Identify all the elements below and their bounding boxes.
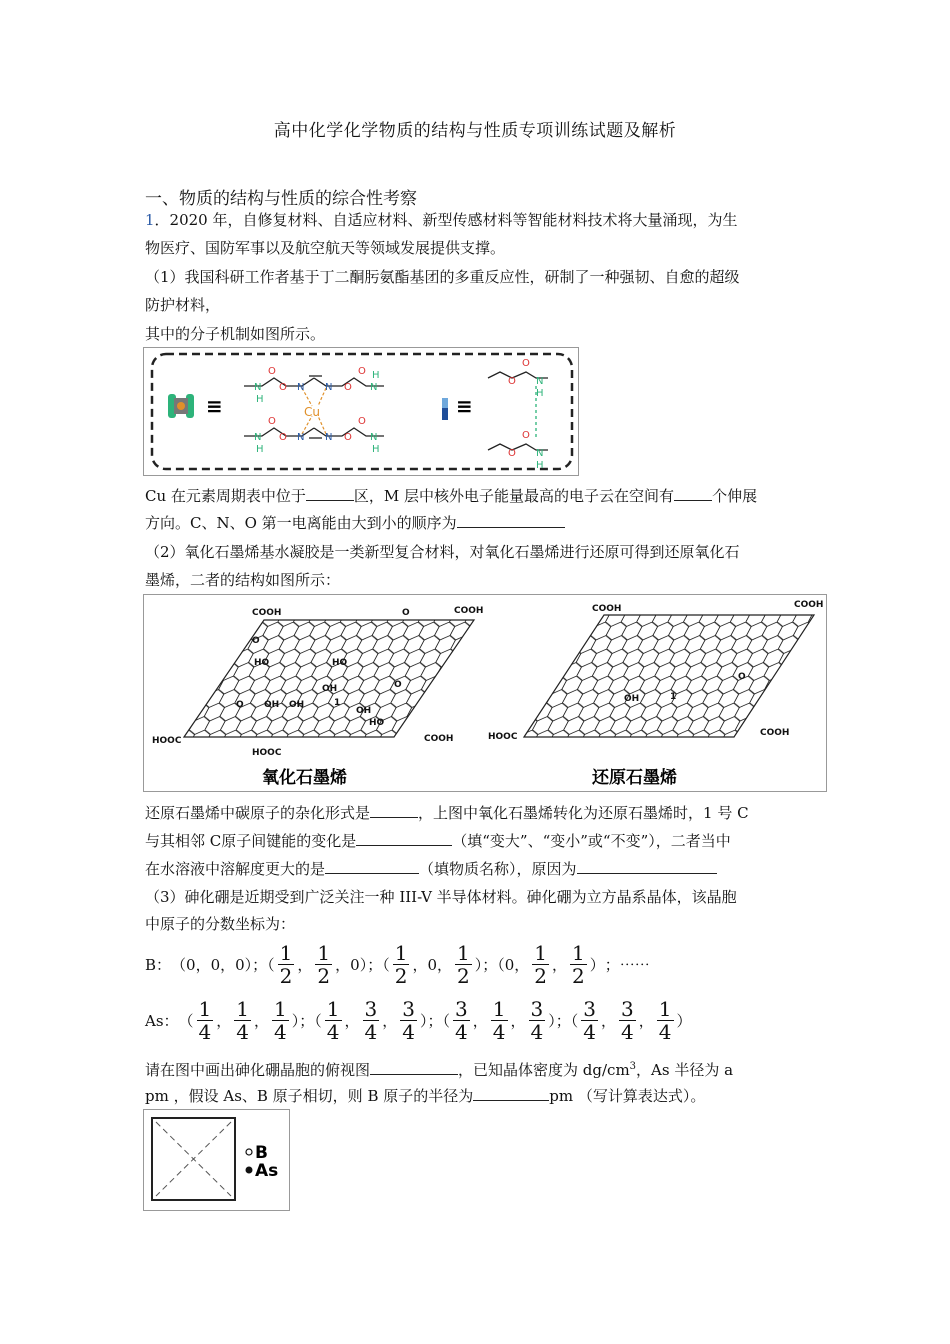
svg-text:H: H <box>372 370 380 381</box>
svg-text:H: H <box>256 444 264 455</box>
arsenic-legend-label: As <box>255 1161 279 1181</box>
boron-coordinates: B： （0，0，0）；（ $\frac{1}{2}$ ， $\frac{1}{2}$ ，0）；（ $\frac{1}{2}$ ，0， $\frac{1}{2}$ ）；（0， $\frac{1}{2}$ ， $\frac{1}{2}$ ） ；⋯⋯ <box>145 941 650 988</box>
svg-text:1: 1 <box>334 698 341 708</box>
graphene-question-line2: 与其相邻 C原子间键能的变化是 （填“变大”、“变小”或“不变”），二者当中 <box>145 829 731 852</box>
svg-text:COOH: COOH <box>760 728 790 738</box>
svg-text:1: 1 <box>670 692 677 702</box>
svg-text:COOH: COOH <box>454 606 484 616</box>
svg-text:OH: OH <box>322 684 338 694</box>
svg-text:O: O <box>252 636 260 646</box>
svg-text:N: N <box>536 448 544 459</box>
svg-text:H: H <box>536 388 544 399</box>
svg-text:N: N <box>297 432 305 443</box>
svg-text:≡: ≡ <box>206 394 223 418</box>
part1-line3: 其中的分子机制如图所示。 <box>145 325 326 343</box>
svg-text:H: H <box>372 444 380 455</box>
answer-blank-ionization-order[interactable] <box>457 511 565 528</box>
reduced-graphene-oxide-sheet <box>524 615 814 737</box>
svg-text:N: N <box>370 382 378 393</box>
svg-text:O: O <box>268 366 276 377</box>
answer-blank-block[interactable] <box>306 484 354 501</box>
answer-blank-substance[interactable] <box>325 857 419 874</box>
svg-text:O: O <box>236 700 244 710</box>
graphene-question-line3: 在水溶液中溶解度更大的是 （填物质名称），原因为 <box>145 857 717 880</box>
svg-text:HO: HO <box>254 658 270 668</box>
question-number: 1 <box>145 211 155 229</box>
svg-text:COOH: COOH <box>424 734 454 744</box>
reduced-graphene-caption: 还原石墨烯 <box>592 768 677 788</box>
svg-text:O: O <box>522 358 530 369</box>
part3-line1: （3）砷化硼是近期受到广泛关注一种 III-V 半导体材料。砷化硼为立方晶系晶体，该晶胞 <box>145 888 737 906</box>
svg-text:COOH: COOH <box>794 600 824 610</box>
svg-text:O: O <box>358 366 366 377</box>
page-title: 高中化学化学物质的结构与性质专项训练试题及解析 <box>273 121 677 141</box>
answer-blank-b-radius[interactable] <box>473 1084 549 1101</box>
svg-text:N: N <box>370 432 378 443</box>
svg-text:OH: OH <box>624 694 640 704</box>
svg-text:COOH: COOH <box>252 608 282 618</box>
section-heading: 一、物质的结构与性质的综合性考察 <box>145 189 417 209</box>
part2-line1: （2）氧化石墨烯基水凝胶是一类新型复合材料，对氧化石墨烯进行还原可得到还原氧化石 <box>145 543 740 561</box>
unit-cell-top-view-figure[interactable] <box>143 1109 290 1211</box>
answer-blank-top-view[interactable] <box>370 1058 458 1075</box>
svg-text:H: H <box>256 394 264 405</box>
graphene-structures-figure <box>143 594 827 792</box>
svg-text:HOOC: HOOC <box>488 732 518 742</box>
answer-blank-reason[interactable] <box>577 857 717 874</box>
svg-text:O: O <box>522 430 530 441</box>
part1-line2: 防护材料， <box>145 296 221 314</box>
arsenic-coordinates: As： （ $\frac{1}{4}$ ， $\frac{1}{4}$ ， $\frac{1}{4}$ ）；（ $\frac{1}{4}$ ， $\frac{3}{4}$ ， $\frac{3}{4}$ ）；（ $\frac{3}{4}$ ， $\frac{1}{4}$ ， $\frac{3}{4}$ ）；（ $\frac{3}{4}$ ， $\frac{3}{4}$ ， $\frac{1}{4}$ ） <box>145 997 692 1044</box>
svg-text:N: N <box>536 376 544 387</box>
graphene-oxide-caption: 氧化石墨烯 <box>262 768 347 788</box>
answer-blank-orientations[interactable] <box>674 484 712 501</box>
svg-text:O: O <box>268 416 276 427</box>
svg-text:O: O <box>402 608 410 618</box>
svg-text:HOOC: HOOC <box>152 736 182 746</box>
svg-text:N: N <box>297 382 305 393</box>
part3-line2: 中原子的分数坐标为： <box>145 915 296 933</box>
answer-blank-hybridization[interactable] <box>370 801 418 818</box>
svg-text:N: N <box>325 382 333 393</box>
svg-text:H: H <box>536 460 544 471</box>
part2-line2: 墨烯，二者的结构如图所示： <box>145 571 341 589</box>
svg-text:COOH: COOH <box>592 604 622 614</box>
boron-legend-icon <box>246 1149 252 1155</box>
cu-question-line2: 方向。C、N、O 第一电离能由大到小的顺序为 <box>145 511 565 534</box>
boron-legend-label: B <box>255 1143 268 1163</box>
arsenic-legend-icon <box>246 1167 253 1174</box>
svg-text:N: N <box>254 382 262 393</box>
svg-text:≡: ≡ <box>456 394 473 418</box>
svg-text:O: O <box>279 382 287 393</box>
part1-line1: （1）我国科研工作者基于丁二酮肟氨酯基团的多重反应性，研制了一种强韧、自愈的超级 <box>145 268 740 286</box>
cu-complex-icon <box>168 394 194 418</box>
svg-text:O: O <box>394 680 402 690</box>
graphene-question-line1: 还原石墨烯中碳原子的杂化形式是 ，上图中氧化石墨烯转化为还原石墨烯时，1 号 C <box>145 801 749 824</box>
svg-text:OH: OH <box>356 706 372 716</box>
svg-text:HO: HO <box>369 718 385 728</box>
question-intro-line2: 物医疗、国防军事以及航空航天等领域发展提供支撑。 <box>145 239 506 257</box>
svg-text:N: N <box>325 432 333 443</box>
svg-text:O: O <box>344 432 352 443</box>
drawing-question-line2: pm ，假设 As、B 原子相切，则 B 原子的半径为 pm （写计算表达式）。 <box>145 1084 705 1107</box>
svg-text:HOOC: HOOC <box>252 748 282 758</box>
svg-text:N: N <box>254 432 262 443</box>
svg-text:OH: OH <box>264 700 280 710</box>
svg-text:O: O <box>508 448 516 459</box>
drawing-question-line1: 请在图中画出砷化硼晶胞的俯视图 ，已知晶体密度为 $dg/cm^3$，As 半径为 a <box>145 1056 733 1081</box>
svg-text:OH: OH <box>289 700 305 710</box>
svg-text:Cu: Cu <box>304 405 320 419</box>
svg-text:O: O <box>279 432 287 443</box>
question-intro-line1: 1．2020 年，自修复材料、自适应材料、新型传感材料等智能材料技术将大量涌现，为生 <box>145 211 738 229</box>
svg-text:O: O <box>508 376 516 387</box>
cu-question-line1: Cu 在元素周期表中位于 区，M 层中核外电子能量最高的电子云在空间有 个伸展 <box>145 484 757 507</box>
svg-text:O: O <box>358 416 366 427</box>
molecular-mechanism-figure <box>143 347 579 476</box>
hydrogen-bond-icon <box>442 398 448 420</box>
graphene-oxide-sheet <box>184 620 474 737</box>
svg-text:O: O <box>344 382 352 393</box>
answer-blank-bond-energy[interactable] <box>356 829 452 846</box>
svg-text:HO: HO <box>332 658 348 668</box>
svg-text:O: O <box>738 672 746 682</box>
